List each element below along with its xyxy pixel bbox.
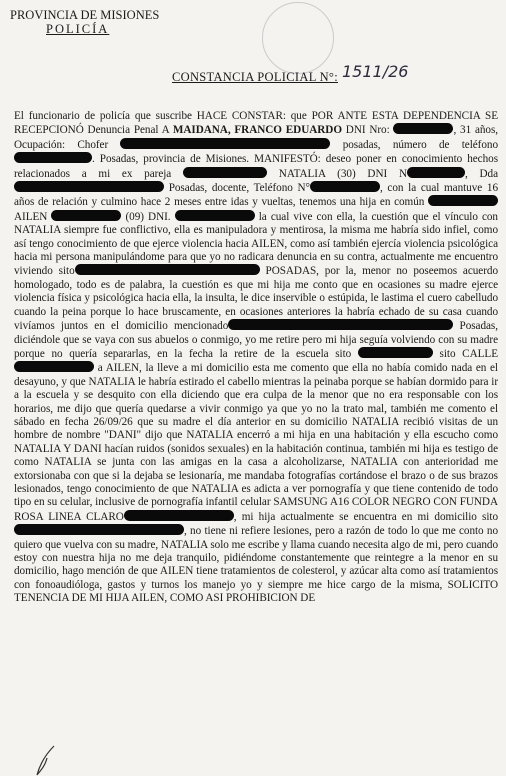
document-title: CONSTANCIA POLICIAL N°: bbox=[172, 70, 338, 84]
text-segment: , Dda bbox=[464, 167, 498, 180]
text-segment: DNI Nro: bbox=[341, 124, 394, 137]
text-segment: (09) DNI. bbox=[121, 210, 175, 223]
redaction-bar bbox=[14, 152, 92, 163]
text-segment: POSADAS, por la, menor no poseemos acuerdo homologado, todo es de palabra, la cuestión es que mi hija me conto que en ocasiones su madre ejerce violencia física y psicológica hacia ella, la insulta, le dice inservible o estúpida, le lastima el cuero cabelludo cuando la peina porque lo hace bruscamente, en ocasiones anteriores la habría echado de su casa cuando vivíamos juntos en el domicilio mencionado bbox=[14, 265, 498, 333]
redaction-bar bbox=[428, 195, 498, 206]
handwritten-number: 1511/26 bbox=[342, 62, 409, 81]
redaction-bar bbox=[358, 347, 433, 358]
text-segment: Posadas, diciéndole que se vaya con sus abuelos o conmigo, yo me retire pero mi hija seguía volviendo con su madre porque no quería separarlas, en la fecha la retire de la escuela sito bbox=[14, 320, 498, 360]
redaction-bar bbox=[124, 510, 234, 521]
text-segment: sito CALLE bbox=[432, 347, 498, 360]
text-segment: la cual vive con ella, la cuestión que el vínculo con NATALIA siempre fue conflictivo, ella es manipuladora y mentirosa, la misma me habría sido infiel, como así tengo conocimiento de que ejerce violencia hacia AILEN, como así también ejercía violencia psicológica hacia mi persona manipulándome para que yo no radicara denuncia en su contra, actualmente me encuentro viviendo sito bbox=[14, 210, 498, 278]
redaction-bar bbox=[407, 167, 465, 178]
letterhead-police: POLICÍA bbox=[46, 22, 110, 36]
redaction-bar bbox=[175, 210, 255, 221]
redaction-bar bbox=[14, 181, 164, 192]
text-segment: NATALIA (30) DNI N bbox=[267, 167, 407, 180]
redaction-bar bbox=[310, 181, 380, 192]
statement-body bbox=[14, 110, 498, 606]
redaction-bar bbox=[14, 524, 184, 535]
redaction-bar bbox=[183, 167, 267, 178]
redaction-bar bbox=[75, 264, 260, 275]
text-segment: , con la cual mantuve 16 años de relación y culmino hace 2 meses entre idas y vueltas, tenemos una hija en común bbox=[14, 182, 498, 209]
complainant-name: MAIDANA, FRANCO EDUARDO bbox=[172, 124, 342, 137]
letterhead bbox=[10, 8, 159, 36]
text-segment: , no tiene ni refiere lesiones, pero a razón de todo lo que me conto no quiero que vuelva con su madre, NATALIA solo me escribe y llama cuando necesita algo de mi, pero cuando estoy con nuestra hija no me deja tranquilo, pidiéndome constantemente que reintegre a la menor en su domicilio, hago mención de que AILEN tiene tratamientos de colesterol, y azúcar alta como así tratamientos con fonoaudióloga, gastos y turnos los manejo yo y siempre me hice cargo de la misma, SOLICITO TENENCIA DE MI HIJA AILEN, COMO ASI PROHIBICION DE bbox=[14, 525, 498, 605]
text-segment: El funcionario de policía que suscribe HACE CONSTAR: que POR ANTE ESTA DEPENDENCIA SE RECEPCIONÓ Denuncia Penal A bbox=[14, 110, 498, 137]
text-segment: AILEN bbox=[14, 210, 52, 223]
redaction-bar bbox=[51, 210, 121, 221]
letterhead-province: PROVINCIA DE MISIONES bbox=[10, 8, 160, 22]
redaction-bar bbox=[120, 138, 330, 149]
redaction-bar bbox=[393, 123, 453, 134]
text-segment: posadas, número de teléfono bbox=[330, 138, 498, 151]
redaction-bar bbox=[228, 319, 453, 330]
redaction-bar bbox=[14, 361, 94, 372]
faded-stamp bbox=[262, 2, 334, 74]
text-segment: Posadas, docente, Teléfono N° bbox=[164, 182, 310, 195]
text-segment: . Posadas, provincia de Misiones. MANIFESTÓ: deseo poner en conocimiento hechos relacionados a mi ex pareja bbox=[14, 153, 498, 180]
text-segment: a AILEN, la lleve a mi domicilio esta me comento que ella no había comido nada en el desayuno, y que NATALIA le habría estirado el cabello mientras la peinaba porque se habían dormido para ir a la escuela y se desquito con ella diciendo que era culpa de la menor que no era responsable con los horarios, me dijo que quería quedarse a vivir conmigo ya que yo no la trato mal, también me comento el sábado en fecha 26/09/26 que su madre el día anterior en su domicilio NATALIA recibió visitas de un hombre de nombre "DANI" dijo que NATALIA encerró a mi hija en una habitación y ella escucho como NATALIA Y DANI hacían ruidos (sonidos sexuales) en la habitación continua, también mi hija es testigo de como NATALIA se junta con las amigas en la casa a alcoholizarse, NATALIA con anterioridad me extorsionaba con que si la dejaba se lesionaría, me mandaba fotografías cortándose el brazo o de sus brazos lesionados, tengo conocimiento de que NATALIA es adicta a ver pornografía y que tiene contenido de todo tipo en su celular, inclusive de pornografía infantil celular SAMSUNG A16 COLOR NEGRO CON FUNDA ROSA LINEA CLARO bbox=[14, 362, 498, 523]
signature-stroke bbox=[32, 744, 62, 776]
text-segment: , mi hija actualmente se encuentra en mi domicilio sito bbox=[233, 510, 498, 523]
text-segment: , 31 años, Ocupación: Chofer bbox=[14, 124, 499, 151]
